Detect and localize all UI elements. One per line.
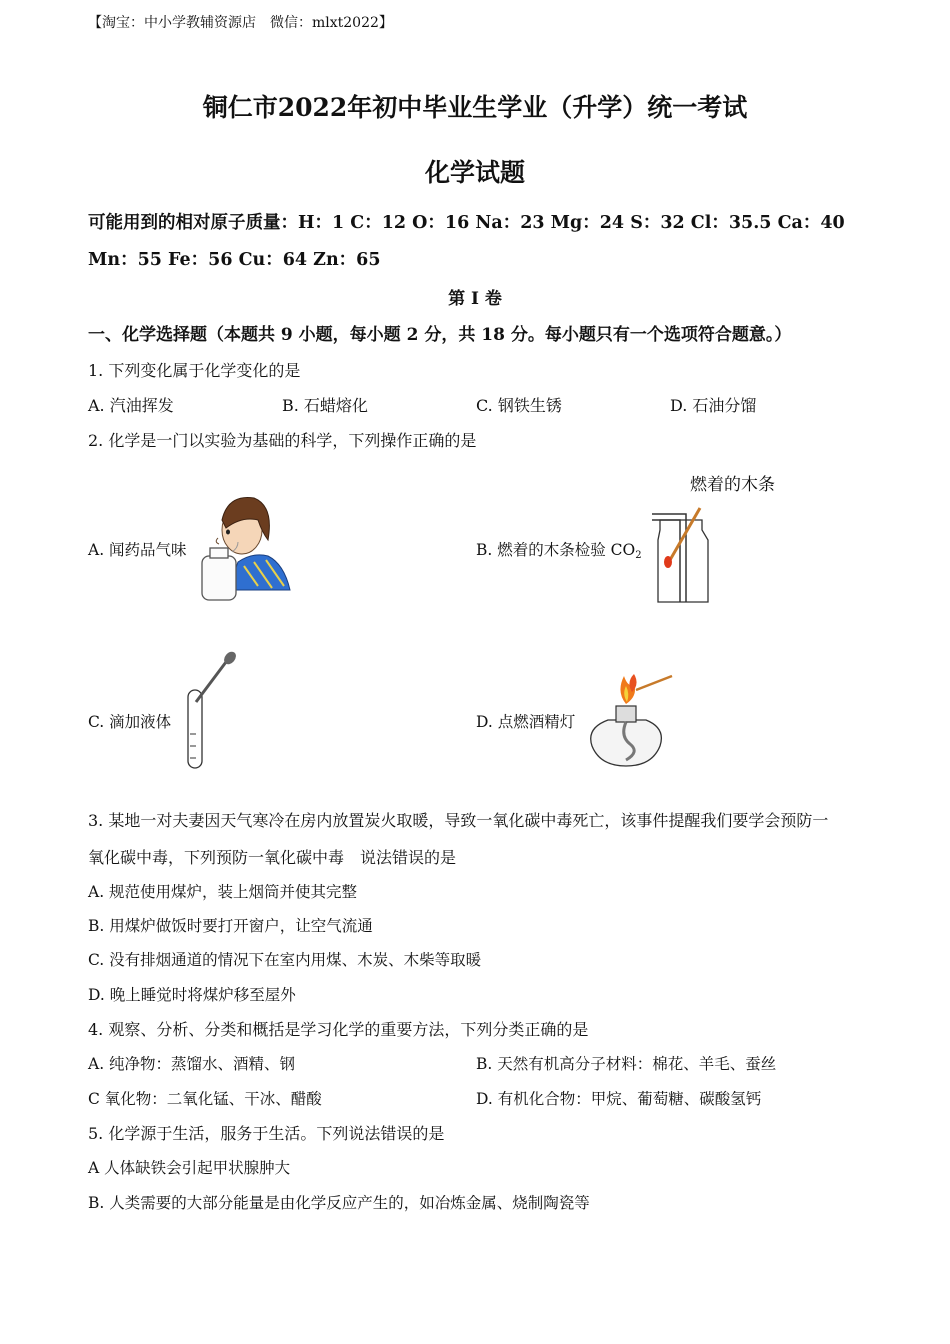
question-5-stem: 5. 化学源于生活，服务于生活。下列说法错误的是 — [88, 1124, 445, 1143]
q3-option-c: C. 没有排烟通道的情况下在室内用煤、木炭、木柴等取暖 — [88, 951, 482, 969]
dropper-illustration — [182, 650, 242, 775]
atomic-mass-line1: 可能用到的相对原子质量：H：1 C：12 O：16 Na：23 Mg：24 S：32 Cl：35.5 Ca：40 — [88, 213, 845, 233]
q3-option-d: D. 晚上睡觉时将煤炉移至屋外 — [88, 986, 296, 1004]
section-heading: 一、化学选择题（本题共 9 小题，每小题 2 分，共 18 分。每小题只有一个选项符合题意。） — [88, 325, 792, 345]
volume-heading: 第 I 卷 — [448, 289, 502, 309]
q1-option-a: A. 汽油挥发 — [88, 396, 174, 415]
exam-title: 铜仁市2022年初中毕业生学业（升学）统一考试 — [202, 93, 748, 122]
q2-option-c: C. 滴加液体 — [88, 713, 172, 731]
q4-option-a: A. 纯净物：蒸馏水、酒精、钢 — [88, 1055, 296, 1073]
q1-option-c: C. 钢铁生锈 — [476, 396, 562, 415]
q3-option-b: B. 用煤炉做饭时要打开窗户，让空气流通 — [88, 917, 373, 935]
q4-option-c: C 氧化物：二氧化锰、干冰、醋酸 — [88, 1090, 322, 1108]
header-watermark: 【淘宝：中小学教辅资源店 微信：mlxt2022】 — [88, 15, 393, 31]
burning-stick-label: 燃着的木条 — [690, 475, 775, 495]
q2-option-b-text: B. 燃着的木条检验 CO — [476, 541, 636, 559]
q4-option-b: B. 天然有机高分子材料：棉花、羊毛、蚕丝 — [476, 1055, 777, 1073]
question-2-stem: 2. 化学是一门以实验为基础的科学，下列操作正确的是 — [88, 431, 477, 450]
co2-test-illustration — [648, 500, 718, 610]
q2-option-b-subscript: 2 — [635, 550, 642, 561]
q2-option-d: D. 点燃酒精灯 — [476, 713, 576, 731]
q1-option-b: B. 石蜡熔化 — [282, 396, 368, 415]
q5-option-a: A 人体缺铁会引起甲状腺肿大 — [88, 1159, 291, 1177]
exam-subtitle: 化学试题 — [424, 158, 525, 187]
q4-option-d: D. 有机化合物：甲烷、葡萄糖、碳酸氢钙 — [476, 1090, 762, 1108]
question-3-stem-line2: 氧化碳中毒，下列预防一氧化碳中毒 说法错误的是 — [88, 848, 457, 867]
alcohol-lamp-illustration — [586, 666, 676, 776]
q2-option-a: A. 闻药品气味 — [88, 541, 187, 559]
smelling-chemicals-illustration — [198, 490, 293, 605]
q3-option-a: A. 规范使用煤炉，装上烟筒并使其完整 — [88, 883, 358, 901]
q1-option-d: D. 石油分馏 — [670, 396, 757, 415]
question-1-stem: 1. 下列变化属于化学变化的是 — [88, 361, 301, 380]
question-4-stem: 4. 观察、分析、分类和概括是学习化学的重要方法，下列分类正确的是 — [88, 1020, 589, 1039]
question-3-stem-line1: 3. 某地一对夫妻因天气寒冷在房内放置炭火取暖，导致一氧化碳中毒死亡，该事件提醒我们要学会预防一 — [88, 811, 829, 830]
q2-option-b — [476, 538, 642, 561]
q5-option-b: B. 人类需要的大部分能量是由化学反应产生的，如冶炼金属、烧制陶瓷等 — [88, 1194, 590, 1212]
atomic-mass-line2: Mn：55 Fe：56 Cu：64 Zn：65 — [88, 250, 381, 270]
